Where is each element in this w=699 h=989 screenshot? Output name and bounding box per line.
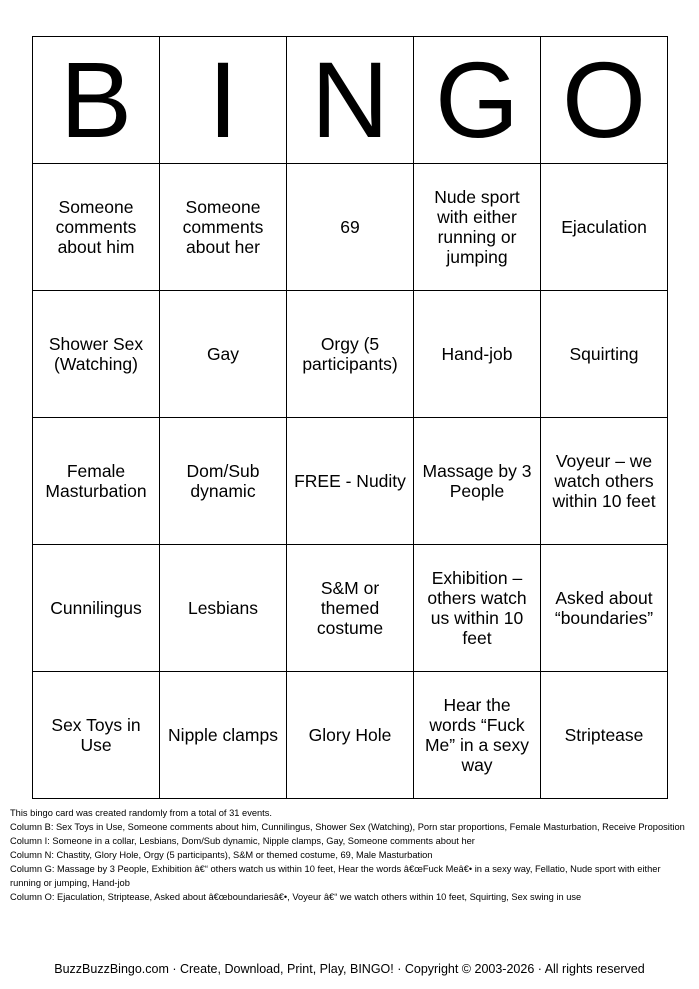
card-cell: Glory Hole [287, 672, 414, 799]
column-o-events: Column O: Ejaculation, Striptease, Asked about â€œboundariesâ€•, Voyeur â€“ we watch others within 10 feet, Squirting, Sex swing in use [10, 892, 582, 902]
card-cell: Cunnilingus [33, 545, 160, 672]
header-row [33, 37, 668, 164]
card-row [33, 545, 668, 672]
card-row [33, 164, 668, 291]
header-letter-i: I [160, 37, 287, 164]
column-g-events: Column G: Massage by 3 People, Exhibition â€“ others watch us within 10 feet, Hear the words â€œFuck Meâ€• in a sexy way, Fellatio, Nude sport with either running or jumping, Hand-job [10, 864, 661, 888]
column-i-events: Column I: Someone in a collar, Lesbians, Dom/Sub dynamic, Nipple clamps, Gay, Someone comments about her [10, 836, 475, 846]
bingo-card [32, 36, 668, 799]
header-letter-b: B [33, 37, 160, 164]
free-space-cell: FREE - Nudity [287, 418, 414, 545]
card-cell: Nipple clamps [160, 672, 287, 799]
column-n-events: Column N: Chastity, Glory Hole, Orgy (5 participants), S&M or themed costume, 69, Male Masturbation [10, 850, 433, 860]
card-cell: Someone comments about her [160, 164, 287, 291]
card-row [33, 291, 668, 418]
header-letter-n: N [287, 37, 414, 164]
card-cell: Nude sport with either running or jumping [414, 164, 541, 291]
event-list [10, 806, 690, 904]
copyright-footer: BuzzBuzzBingo.com · Create, Download, Print, Play, BINGO! · Copyright © 2003-2026 · All rights reserved [54, 962, 645, 976]
card-cell: S&M or themed costume [287, 545, 414, 672]
card-cell: Shower Sex (Watching) [33, 291, 160, 418]
card-cell: Squirting [541, 291, 668, 418]
card-cell: Gay [160, 291, 287, 418]
card-cell: Dom/Sub dynamic [160, 418, 287, 545]
card-cell: Massage by 3 People [414, 418, 541, 545]
card-cell: Sex Toys in Use [33, 672, 160, 799]
card-cell: Asked about “boundaries” [541, 545, 668, 672]
card-cell: Someone comments about him [33, 164, 160, 291]
card-cell: Hear the words “Fuck Me” in a sexy way [414, 672, 541, 799]
card-cell: Voyeur – we watch others within 10 feet [541, 418, 668, 545]
column-b-events: Column B: Sex Toys in Use, Someone comments about him, Cunnilingus, Shower Sex (Watching), Porn star proportions, Female Masturbation, Receive Proposition [10, 822, 685, 832]
card-cell: Striptease [541, 672, 668, 799]
card-cell: Female Masturbation [33, 418, 160, 545]
card-cell: 69 [287, 164, 414, 291]
card-row [33, 672, 668, 799]
header-letter-g: G [414, 37, 541, 164]
card-cell: Ejaculation [541, 164, 668, 291]
card-cell: Hand-job [414, 291, 541, 418]
card-row [33, 418, 668, 545]
event-count-note: This bingo card was created randomly from a total of 31 events. [10, 808, 272, 818]
card-cell: Orgy (5 participants) [287, 291, 414, 418]
card-cell: Lesbians [160, 545, 287, 672]
header-letter-o: O [541, 37, 668, 164]
card-cell: Exhibition – others watch us within 10 feet [414, 545, 541, 672]
